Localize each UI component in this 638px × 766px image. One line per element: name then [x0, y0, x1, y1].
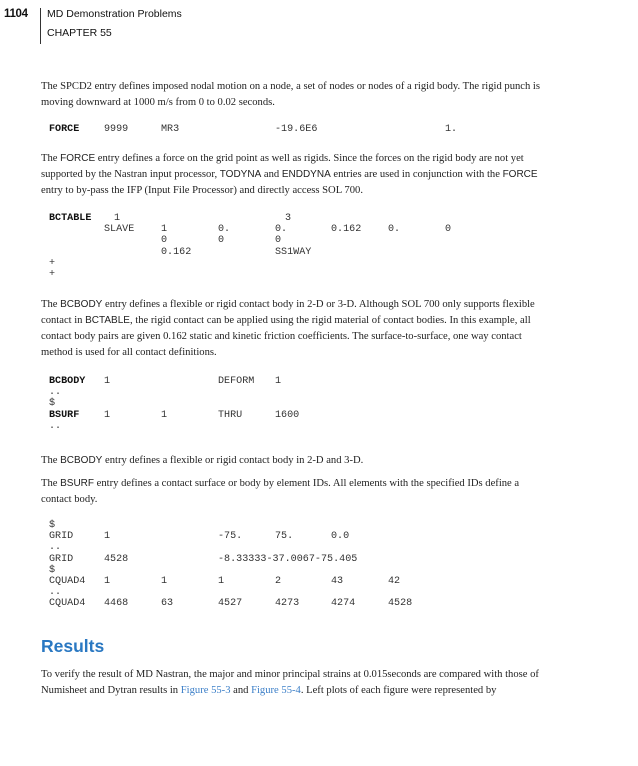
card-field: 1 — [104, 531, 111, 543]
spcd2-paragraph — [41, 79, 596, 111]
card-field: -8.33333-37.0067-75.405 — [218, 553, 358, 565]
figure-55-3-link[interactable]: Figure 55-3 — [180, 685, 231, 696]
card-field: 0. — [275, 224, 288, 236]
code-row — [49, 376, 282, 387]
comment-row: $ — [49, 398, 56, 410]
card-field: 1 — [275, 376, 282, 387]
text-line: The BCBODY entry defines a flexible or rigid contact body in 2-D and 3-D. — [41, 455, 364, 466]
card-field: 4274 — [331, 598, 356, 610]
text-line: supported by the Nastran input processor, TODYNA and ENDDYNA entries are used in conjunction with the FORCE — [41, 169, 538, 180]
code-row — [49, 598, 413, 610]
card-field: 4527 — [218, 598, 243, 610]
code-row — [49, 531, 350, 543]
card-field: 1600 — [275, 409, 300, 421]
card-field: 0. — [388, 224, 401, 236]
ellipsis-row: .. — [49, 387, 62, 399]
card-field: 42 — [388, 575, 401, 587]
comment-row: $ — [49, 564, 56, 576]
card-field: 4528 — [388, 598, 413, 610]
card-name: GRID — [49, 531, 74, 543]
ellipsis-row: .. — [49, 542, 62, 554]
card-field: 4468 — [104, 598, 129, 610]
force-card — [49, 124, 458, 135]
text-line: contact body. — [41, 494, 98, 505]
card-name: CQUAD4 — [49, 598, 86, 610]
text-line: Numisheet and Dytran results in Figure 55-3 and Figure 55-4. Left plots of each figure were represented by — [41, 685, 497, 696]
code-row — [49, 421, 73, 432]
card-name: BSURF — [49, 409, 80, 421]
text-line: moving downward at 1000 m/s from 0 to 0.02 seconds. — [41, 97, 275, 108]
code-row — [49, 587, 73, 598]
card-field: SLAVE — [104, 224, 135, 236]
text-line: The FORCE entry defines a force on the grid point as well as rigids. Since the forces on the rigid body are not yet — [41, 153, 524, 164]
code-row — [49, 124, 458, 135]
card-field: SS1WAY — [275, 246, 312, 258]
code-row — [49, 409, 300, 421]
results-heading: Results — [41, 636, 105, 656]
bcbody-summary — [41, 453, 596, 469]
card-field: 3 — [285, 213, 292, 224]
card-field: 1 — [161, 409, 168, 421]
card-field: 75. — [275, 531, 294, 543]
continuation-mark: + — [49, 257, 56, 269]
chapter-label: CHAPTER 55 — [47, 27, 112, 39]
code-row — [49, 213, 292, 224]
card-field: DEFORM — [218, 376, 255, 387]
results-paragraph — [41, 667, 596, 699]
code-row — [49, 269, 73, 280]
card-name: BCTABLE — [49, 213, 92, 224]
card-field: -19.6E6 — [275, 124, 318, 135]
code-row — [49, 224, 452, 236]
card-field: 0. — [218, 224, 231, 236]
card-field: -75. — [218, 531, 243, 543]
card-field: MR3 — [161, 124, 180, 135]
code-row — [49, 553, 358, 565]
card-field: 1 — [104, 575, 111, 587]
figure-55-4-link[interactable]: Figure 55-4 — [251, 685, 301, 696]
card-field: 1 — [104, 409, 111, 421]
card-field: 0 — [275, 235, 282, 247]
card-name: FORCE — [49, 124, 80, 135]
card-field: 1 — [104, 376, 111, 387]
code-row — [49, 542, 73, 553]
card-field: 1. — [445, 124, 458, 135]
card-field: 0.162 — [331, 224, 362, 236]
code-row — [49, 246, 312, 258]
bsurf-paragraph — [41, 476, 596, 508]
text-line: The SPCD2 entry defines imposed nodal motion on a node, a set of nodes or nodes of a rigid body. The rigid punch is — [41, 81, 541, 92]
code-row — [49, 235, 282, 247]
card-field: 2 — [275, 575, 282, 587]
code-row — [49, 520, 73, 531]
card-field: THRU — [218, 409, 243, 421]
card-field: 1 — [218, 575, 225, 587]
text-line: The BSURF entry defines a contact surface or body by element IDs. All elements with the specified IDs define a — [41, 478, 520, 489]
card-field: 0 — [218, 235, 225, 247]
card-name: GRID — [49, 553, 74, 565]
card-field: 1 — [161, 575, 168, 587]
force-paragraph — [41, 151, 596, 199]
code-row — [49, 575, 401, 587]
code-row — [49, 398, 73, 409]
code-row — [49, 565, 73, 576]
ellipsis-row: .. — [49, 420, 62, 432]
card-name: CQUAD4 — [49, 575, 86, 587]
text-line: method is used for all contact definitions. — [41, 347, 217, 358]
text-line: entry to by-pass the IFP (Input File Processor) and directly access SOL 700. — [41, 185, 363, 196]
comment-row: $ — [49, 520, 56, 531]
card-name: BCBODY — [49, 376, 86, 387]
card-field: 0 — [445, 224, 452, 236]
card-field: 4528 — [104, 553, 129, 565]
text-line: The BCBODY entry defines a flexible or rigid contact body in 2-D or 3-D. Although SOL 700 only supports flexible — [41, 299, 535, 310]
grid-card — [49, 520, 413, 610]
card-field: 0.0 — [331, 531, 350, 543]
bcbody-paragraph — [41, 297, 596, 361]
text-line: contact in BCTABLE, the rigid contact can be applied using the rigid material of contact bodies. In this example, all — [41, 315, 531, 326]
header-divider — [40, 8, 41, 44]
card-field: 43 — [331, 575, 344, 587]
book-title: MD Demonstration Problems — [47, 8, 182, 20]
card-field: 0 — [161, 235, 168, 247]
card-field: 4273 — [275, 598, 300, 610]
code-row — [49, 258, 73, 269]
bctable-card — [49, 213, 452, 280]
bcbody-card — [49, 376, 300, 432]
code-row — [49, 387, 73, 398]
card-field: 1 — [161, 224, 168, 236]
card-field: 1 — [114, 213, 121, 224]
card-field: 9999 — [104, 124, 129, 135]
page-number: 1104 — [4, 8, 28, 20]
card-field: 0.162 — [161, 246, 192, 258]
text-line: contact body pairs are given 0.162 static and kinetic friction coefficients. The surface-to-surface, one way contact — [41, 331, 522, 342]
ellipsis-row: .. — [49, 587, 62, 599]
card-field: 63 — [161, 598, 174, 610]
text-line: To verify the result of MD Nastran, the major and minor principal strains at 0.015seconds are compared with those of — [41, 669, 539, 680]
continuation-mark: + — [49, 268, 56, 280]
